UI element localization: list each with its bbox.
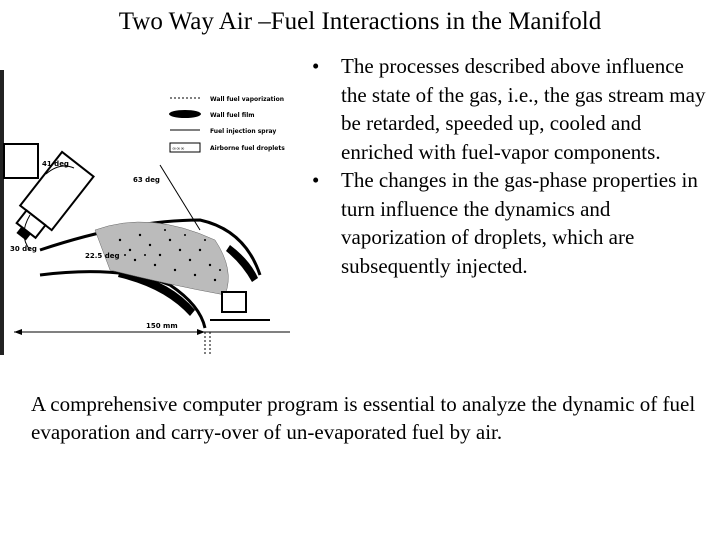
length-label: 150 mm: [146, 322, 178, 330]
bullet-text: The processes described above influence the state of the gas, i.e., the gas stream may be retarded, speeded up, cooled and enriched with fuel-vapor components.: [341, 54, 706, 164]
legend-item: Fuel injection spray: [210, 128, 277, 135]
bullet-dot: •: [312, 54, 320, 78]
legend-item: Wall fuel film: [210, 112, 255, 119]
manifold-diagram: [0, 70, 300, 355]
angle-label-small: 22.5 deg: [85, 252, 120, 260]
legend-item: Wall fuel vaporization: [210, 96, 285, 103]
summary-paragraph: A comprehensive computer program is essential to analyze the dynamic of fuel evaporation and carry-over of un-evaporated fuel by air.: [31, 392, 696, 444]
bullet-list: [308, 52, 708, 280]
bullet-dot: •: [312, 168, 320, 192]
angle-label-mid: 63 deg: [133, 176, 160, 184]
left-edge: [0, 70, 4, 355]
inlet-pipe: [4, 144, 38, 178]
angle-label-left: 30 deg: [10, 245, 37, 253]
length-dimension: [14, 329, 210, 355]
svg-text:∞∞∞: ∞∞∞: [172, 146, 185, 152]
slide-title: Two Way Air –Fuel Interactions in the Manifold: [118, 8, 602, 35]
wall-film-upper: [226, 245, 258, 282]
diagram-legend: [169, 96, 285, 152]
bullet-item: [308, 166, 708, 280]
bullet-item: [308, 52, 708, 166]
angle-label-top: 41 deg: [42, 160, 69, 168]
legend-item: Airborne fuel droplets: [210, 145, 285, 152]
intake-valve: [205, 292, 290, 332]
bullet-text: The changes in the gas-phase properties in turn influence the dynamics and vaporization of droplets, which are subsequently injected.: [341, 168, 698, 278]
